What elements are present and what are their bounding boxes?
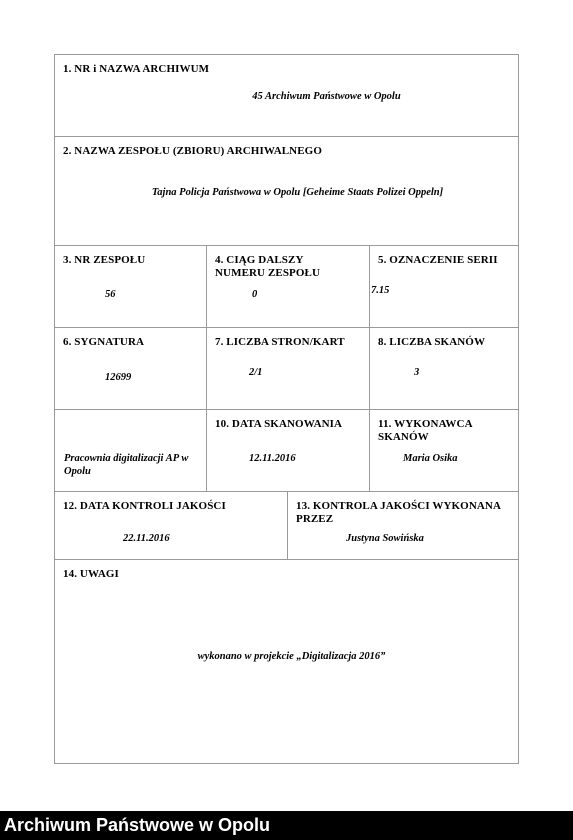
field-archive-label: 1. NR i NAZWA ARCHIWUM — [63, 63, 210, 75]
field-series — [369, 246, 520, 327]
field-signature-value: 12699 — [105, 372, 132, 383]
field-notes-label: 14. UWAGI — [63, 568, 119, 580]
field-scan-count-value: 3 — [414, 367, 420, 378]
row-notes — [55, 560, 518, 765]
field-qc-by-value: Justyna Sowińska — [346, 533, 424, 544]
field-qc-by — [287, 492, 520, 559]
field-fonds-name — [55, 137, 518, 245]
field-scan-operator — [369, 410, 520, 491]
field-fonds-name-label: 2. NAZWA ZESPOŁU (ZBIORU) ARCHIWALNEGO — [63, 145, 322, 157]
field-scan-count — [369, 328, 520, 409]
field-fonds-number — [55, 246, 206, 327]
field-scan-date-label: 10. DATA SKANOWANIA — [215, 418, 343, 430]
field-workshop — [55, 410, 206, 491]
field-qc-date-label: 12. DATA KONTROLI JAKOŚCI — [63, 500, 226, 512]
row-scanning — [55, 410, 518, 492]
field-notes — [55, 560, 518, 765]
field-pages — [206, 328, 369, 409]
row-fonds-number — [55, 246, 518, 328]
field-qc-date — [55, 492, 287, 559]
row-quality — [55, 492, 518, 560]
field-archive — [55, 55, 518, 136]
field-signature — [55, 328, 206, 409]
field-scan-operator-label: 11. WYKONAWCA SKANÓW — [378, 418, 472, 443]
field-scan-date — [206, 410, 369, 491]
row-archive — [55, 55, 518, 137]
field-archive-value: 45 Archiwum Państwowe w Opolu — [252, 91, 401, 102]
field-fonds-continuation-label: 4. CIĄG DALSZY NUMERU ZESPOŁU — [215, 254, 320, 279]
field-scan-count-label: 8. LICZBA SKANÓW — [378, 336, 486, 348]
field-fonds-number-label: 3. NR ZESPOŁU — [63, 254, 146, 266]
archive-footer-banner: Archiwum Państwowe w Opolu — [0, 811, 573, 840]
field-notes-value: wykonano w projekcie „Digitalizacja 2016” — [197, 651, 386, 662]
field-fonds-continuation — [206, 246, 369, 327]
field-signature-label: 6. SYGNATURA — [63, 336, 145, 348]
field-series-label: 5. OZNACZENIE SERII — [378, 254, 498, 266]
field-qc-date-value: 22.11.2016 — [123, 533, 170, 544]
field-qc-by-label: 13. KONTROLA JAKOŚCI WYKONANA PRZEZ — [296, 500, 501, 525]
field-fonds-number-value: 56 — [105, 289, 116, 300]
field-scan-date-value: 12.11.2016 — [249, 453, 296, 464]
field-fonds-continuation-value: 0 — [252, 289, 258, 300]
field-fonds-name-value: Tajna Policja Państwowa w Opolu [Geheime Staats Polizei Oppeln] — [151, 187, 444, 198]
field-series-value: 7.15 — [371, 285, 390, 296]
field-scan-operator-value: Maria Osika — [403, 453, 458, 464]
field-pages-label: 7. LICZBA STRON/KART — [215, 336, 345, 348]
field-pages-value: 2/1 — [249, 367, 263, 378]
row-signature — [55, 328, 518, 410]
row-fonds-name — [55, 137, 518, 246]
field-workshop-value: Pracownia digitalizacji AP w Opolu — [64, 453, 189, 477]
metadata-form — [54, 54, 519, 764]
